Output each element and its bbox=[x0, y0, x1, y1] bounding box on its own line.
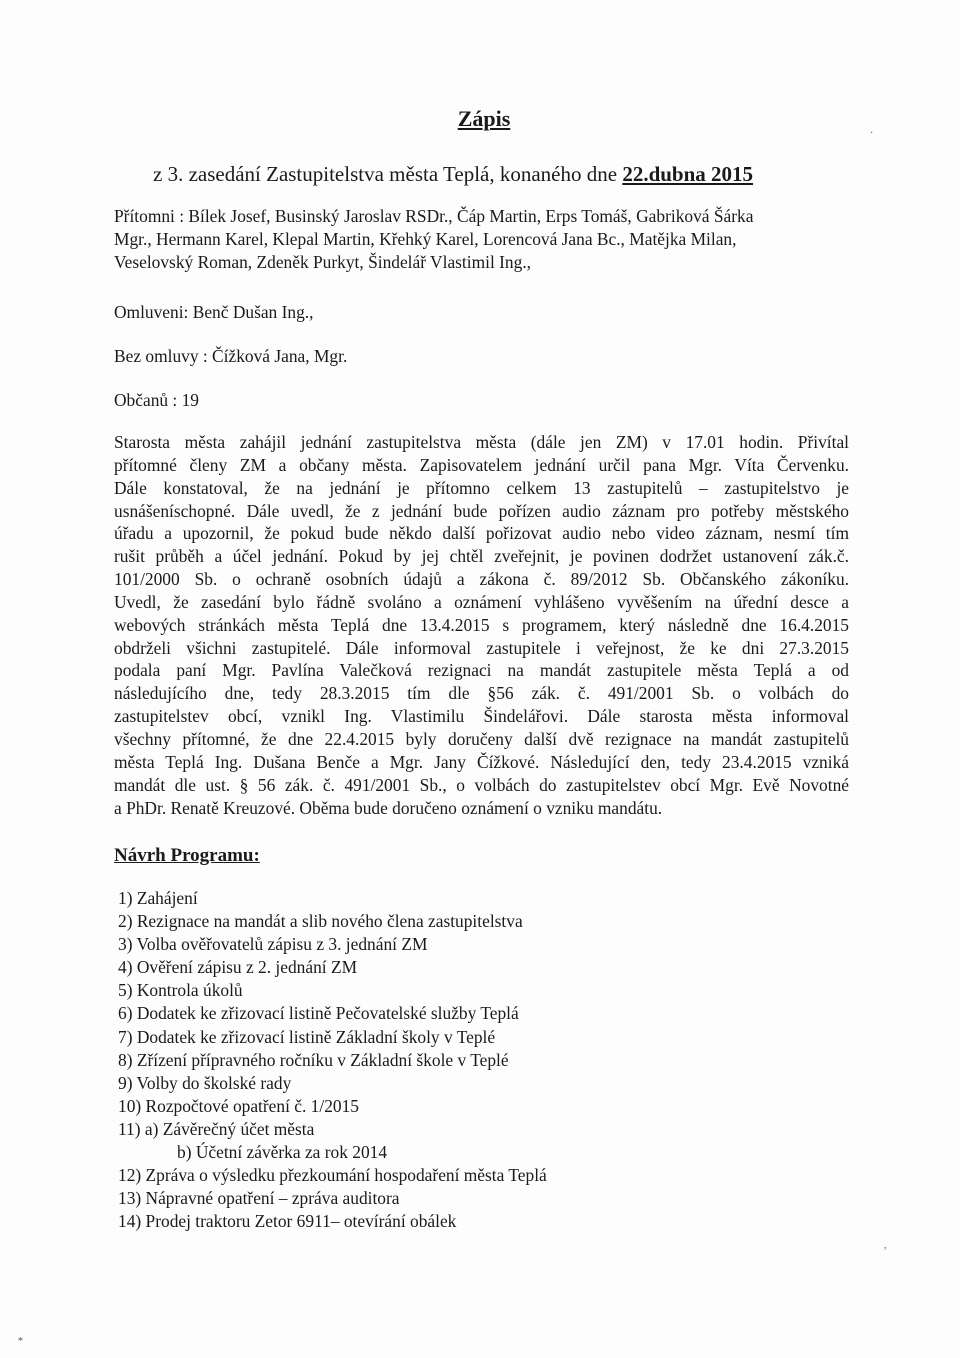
report-line: usnášeníschopné. Dále uvedl, že z jednání bude pořízen audio záznam pro potřeby městského bbox=[114, 500, 849, 521]
present-line: Mgr., Hermann Karel, Klepal Martin, Křehký Karel, Lorencová Jana Bc., Matějka Milan, bbox=[114, 228, 737, 249]
scan-speck: · bbox=[870, 128, 874, 139]
agenda-item: 7) Dodatek ke zřizovací listině Základní školy v Teplé bbox=[118, 1026, 496, 1047]
citizens-line: Občanů : 19 bbox=[114, 390, 200, 410]
report-line: 101/2000 Sb. o ochraně osobních údajů a zákona č. 89/2012 Sb. Občanského zákoníku. bbox=[114, 569, 849, 590]
report-line: mandát dle ust. § 56 zák. č. 491/2001 Sb., o volbách do zastupitelstev obcí Mgr. Evě Novotné bbox=[114, 774, 849, 795]
agenda-item: 10) Rozpočtové opatření č. 1/2015 bbox=[118, 1095, 359, 1116]
unexcused-members bbox=[114, 345, 849, 368]
agenda-list bbox=[118, 887, 547, 1233]
agenda-item: 4) Ověření zápisu z 2. jednání ZM bbox=[118, 957, 358, 978]
citizens-count bbox=[114, 389, 849, 412]
meeting-subtitle bbox=[153, 160, 753, 188]
scan-speck: , bbox=[884, 1240, 887, 1251]
agenda-heading: Návrh Programu: bbox=[114, 845, 260, 866]
document-title bbox=[0, 104, 960, 134]
report-line: podala paní Mgr. Pavlína Valečková rezignaci na mandát zastupitele města Teplá a od bbox=[114, 660, 849, 681]
report-line: přítomné členy ZM a občany města. Zapisovatelem jednání určil pana Mgr. Víta Červenku. bbox=[114, 454, 849, 475]
agenda-item: 9) Volby do školské rady bbox=[118, 1072, 292, 1093]
agenda-item: 6) Dodatek ke zřizovací listině Pečovatelské služby Teplá bbox=[118, 1003, 519, 1024]
agenda-item: 13) Nápravné opatření – zpráva auditora bbox=[118, 1188, 400, 1209]
report-line: Dále konstatoval, že na jednání je přítomno celkem 13 zastupitelů – zastupitelstvo je bbox=[114, 477, 849, 498]
present-members bbox=[114, 205, 849, 273]
subtitle-text: z 3. zasedání Zastupitelstva města Teplá, konaného dne bbox=[153, 162, 623, 186]
meeting-report bbox=[114, 431, 849, 819]
agenda-item: 12) Zpráva o výsledku přezkoumání hospodaření města Teplá bbox=[118, 1165, 547, 1186]
agenda-item: 11) a) Závěrečný účet města bbox=[118, 1118, 315, 1139]
report-line: obdrželi všichni zastupitelé. Dále informoval zastupitele i veřejnost, že ke dni 27.3.2015 bbox=[114, 637, 849, 658]
agenda-item: 14) Prodej traktoru Zetor 6911– otevírání obálek bbox=[118, 1211, 457, 1232]
meeting-date: 22.dubna 2015 bbox=[622, 162, 754, 186]
report-line: následujícího dne, tedy 28.3.2015 tím dle §56 zák. č. 491/2001 Sb. o volbách do bbox=[114, 683, 849, 704]
agenda-item: 3) Volba ověřovatelů zápisu z 3. jednání ZM bbox=[118, 934, 428, 955]
present-line: Veselovský Roman, Zdeněk Purkyt, Šindelář Vlastimil Ing., bbox=[114, 251, 532, 272]
agenda-item: 1) Zahájení bbox=[118, 888, 198, 908]
document-title-text: Zápis bbox=[457, 106, 511, 131]
report-line: rušit průběh a účel jednání. Pokud by jej chtěl zveřejnit, je povinen dodržet ustanovení zák.č. bbox=[114, 546, 849, 567]
scan-speck: * bbox=[18, 1336, 23, 1347]
agenda-subitem: b) Účetní závěrka za rok 2014 bbox=[177, 1142, 388, 1163]
excused-line: Omluveni: Benč Dušan Ing., bbox=[114, 302, 314, 322]
present-line: Přítomni : Bílek Josef, Businský Jaroslav RSDr., Čáp Martin, Erps Tomáš, Gabriková Šárka bbox=[114, 206, 754, 226]
unexcused-line: Bez omluvy : Čížková Jana, Mgr. bbox=[114, 346, 348, 366]
report-line: a PhDr. Renatě Kreuzové. Oběma bude doručeno oznámení o vzniku mandátu. bbox=[114, 797, 663, 818]
report-line: Uvedl, že zasedání bylo řádně svoláno a oznámení vyhlášeno vyvěšením na úřední desce a bbox=[114, 591, 849, 612]
excused-members bbox=[114, 301, 849, 324]
report-line: zastupitelstev obcí, vznikl Ing. Vlastimilu Šindelářovi. Dále starosta města informoval bbox=[114, 706, 849, 727]
agenda-item: 2) Rezignace na mandát a slib nového člena zastupitelstva bbox=[118, 911, 523, 932]
report-line: úřadu a upozornil, že pokud bude někdo další pořizovat audio nebo video záznam, nesmí tím bbox=[114, 523, 849, 544]
report-line: všechny přítomné, že dne 22.4.2015 byly doručeny další dvě rezignace na mandát zastupitelů bbox=[114, 728, 849, 749]
report-line: webových stránkách města Teplá dne 13.4.2015 s programem, který následně dne 16.4.2015 bbox=[114, 614, 849, 635]
report-line: města Teplá Ing. Dušana Benče a Mgr. Jany Čížkové. Následující den, tedy 23.4.2015 vzniká bbox=[114, 751, 849, 772]
agenda-item: 8) Zřízení přípravného ročníku v Základní škole v Teplé bbox=[118, 1049, 509, 1070]
agenda-item: 5) Kontrola úkolů bbox=[118, 980, 243, 1001]
report-line: Starosta města zahájil jednání zastupitelstva města (dále jen ZM) v 17.01 hodin. Přivítal bbox=[114, 432, 849, 452]
